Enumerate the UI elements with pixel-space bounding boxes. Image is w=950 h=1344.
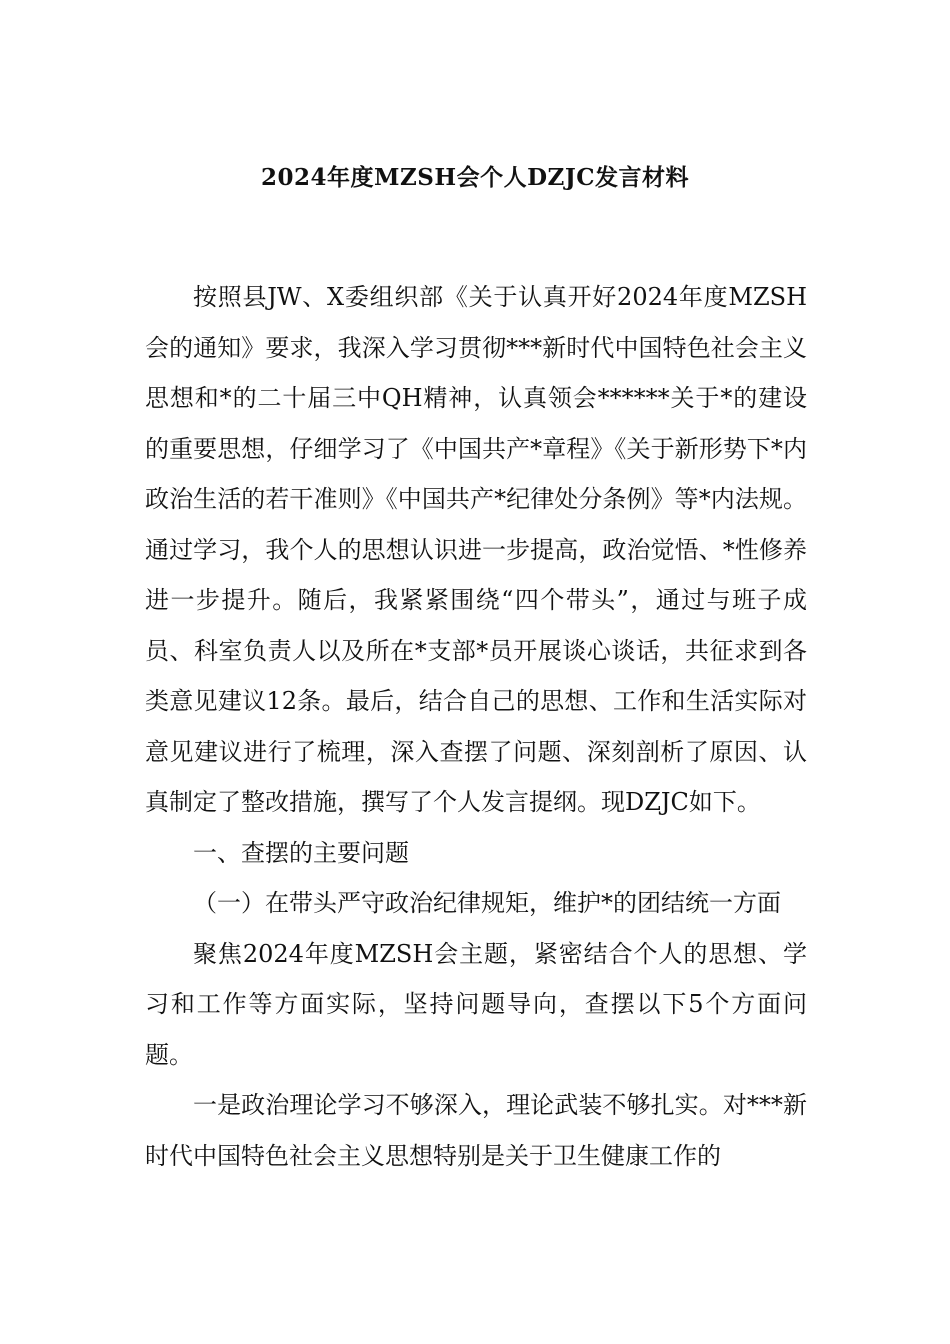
section-heading: 一、查摆的主要问题 — [193, 838, 409, 867]
subsection-heading: （一）在带头严守政治纪律规矩，维护*的团结统一方面 — [193, 889, 781, 917]
document-body — [145, 272, 807, 1181]
document-title: 2024年度MZSH会个人DZJC发言材料 — [260, 164, 690, 191]
paragraph-point-one: 一是政治理论学习不够深入，理论武装不够扎实。对***新时代中国特色社会主义思想特别是关于卫生健康工作的 — [145, 1091, 807, 1170]
paragraph-intro: 按照县JW、X委组织部《关于认真开好2024年度MZSH会的通知》要求，我深入学习贯彻***新时代中国特色社会主义思想和*的二十届三中QH精神，认真领会******关于*的建设的重要思想，仔细学习了《中国共产*章程》《关于新形势下*内政治生活的若干准则》《中国共产*纪律处分条例》等*内法规。通过学习，我个人的思想认识进一步提高，政治觉悟、*性修养进一步提升。随后，我紧紧围绕“四个带头”，通过与班子成员、科室负责人以及所在*支部*员开展谈心谈话，共征求到各类意见建议12条。最后，结合自己的思想、工作和生活实际对意见建议进行了梳理，深入查摆了问题、深刻剖析了原因、认真制定了整改措施，撰写了个人发言提纲。现DZJC如下。 — [145, 283, 807, 816]
paragraph-summary: 聚焦2024年度MZSH会主题，紧密结合个人的思想、学习和工作等方面实际，坚持问题导向，查摆以下5个方面问题。 — [145, 939, 807, 1069]
